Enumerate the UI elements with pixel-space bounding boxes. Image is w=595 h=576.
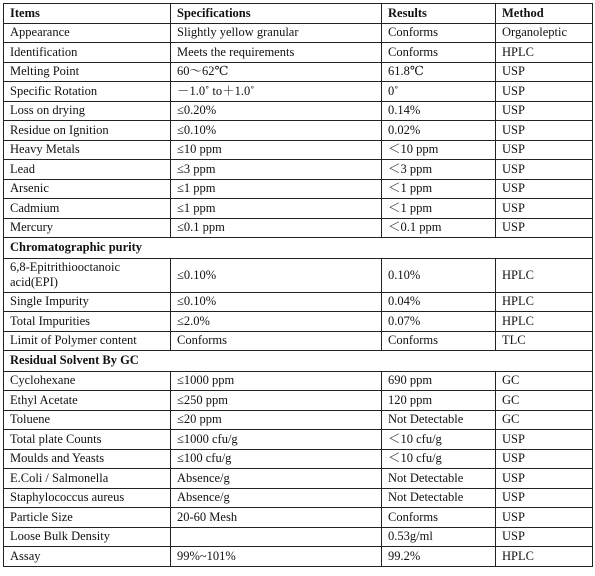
method-cell: USP <box>496 101 593 121</box>
table-row <box>4 101 593 121</box>
method-cell: USP <box>496 140 593 160</box>
table-row <box>4 508 593 528</box>
method-cell: HPLC <box>496 547 593 567</box>
specification-cell: ≤0.10% <box>171 292 382 312</box>
method-cell: HPLC <box>496 258 593 292</box>
item-cell: Melting Point <box>4 62 171 82</box>
item-cell: Specific Rotation <box>4 82 171 102</box>
method-cell: HPLC <box>496 292 593 312</box>
result-cell: 690 ppm <box>382 371 496 391</box>
table-row <box>4 140 593 160</box>
method-cell: USP <box>496 469 593 489</box>
result-cell: ＜1 ppm <box>382 199 496 219</box>
method-cell: GC <box>496 410 593 430</box>
specification-cell <box>171 527 382 547</box>
method-cell: USP <box>496 527 593 547</box>
specification-cell: ≤1000 ppm <box>171 371 382 391</box>
method-cell: HPLC <box>496 43 593 63</box>
method-cell: USP <box>496 430 593 450</box>
result-cell: Conforms <box>382 23 496 43</box>
result-cell: 0.04% <box>382 292 496 312</box>
table-row <box>4 179 593 199</box>
result-cell: Conforms <box>382 331 496 351</box>
method-cell: USP <box>496 121 593 141</box>
item-cell: Ethyl Acetate <box>4 391 171 411</box>
specification-cell: ≤0.10% <box>171 121 382 141</box>
item-cell: 6,8-Epitrithiooctanoic acid(EPI) <box>4 258 171 292</box>
specification-table <box>3 3 593 567</box>
specification-cell: ≤0.1 ppm <box>171 218 382 238</box>
item-cell: Particle Size <box>4 508 171 528</box>
table-row <box>4 488 593 508</box>
specification-cell: ≤1000 cfu/g <box>171 430 382 450</box>
specification-cell: Absence/g <box>171 469 382 489</box>
result-cell: 120 ppm <box>382 391 496 411</box>
item-cell: Arsenic <box>4 179 171 199</box>
method-cell: USP <box>496 179 593 199</box>
table-body <box>4 23 593 566</box>
item-cell: Cyclohexane <box>4 371 171 391</box>
table-row <box>4 292 593 312</box>
table-row <box>4 199 593 219</box>
result-cell: Not Detectable <box>382 410 496 430</box>
method-cell: USP <box>496 488 593 508</box>
table-row <box>4 371 593 391</box>
specification-cell: ≤20 ppm <box>171 410 382 430</box>
table-row <box>4 121 593 141</box>
item-cell: Loose Bulk Density <box>4 527 171 547</box>
table-row <box>4 547 593 567</box>
item-cell: Lead <box>4 160 171 180</box>
header-items: Items <box>4 4 171 24</box>
table-row <box>4 82 593 102</box>
specification-cell: 20-60 Mesh <box>171 508 382 528</box>
result-cell: ＜10 cfu/g <box>382 430 496 450</box>
section-heading: Residual Solvent By GC <box>4 351 593 372</box>
specification-cell: Slightly yellow granular <box>171 23 382 43</box>
method-cell: GC <box>496 391 593 411</box>
method-cell: Organoleptic <box>496 23 593 43</box>
item-cell: Loss on drying <box>4 101 171 121</box>
item-cell: E.Coli / Salmonella <box>4 469 171 489</box>
table-row <box>4 258 593 292</box>
table-row <box>4 218 593 238</box>
table-row <box>4 160 593 180</box>
result-cell: Not Detectable <box>382 488 496 508</box>
table-row <box>4 43 593 63</box>
specification-cell: ≤3 ppm <box>171 160 382 180</box>
method-cell: GC <box>496 371 593 391</box>
header-results: Results <box>382 4 496 24</box>
result-cell: 0.07% <box>382 312 496 332</box>
item-cell: Assay <box>4 547 171 567</box>
item-cell: Moulds and Yeasts <box>4 449 171 469</box>
result-cell: ＜10 ppm <box>382 140 496 160</box>
specification-cell: 99%~101% <box>171 547 382 567</box>
result-cell: ＜1 ppm <box>382 179 496 199</box>
specification-cell: Meets the requirements <box>171 43 382 63</box>
section-row <box>4 238 593 259</box>
table-row <box>4 62 593 82</box>
item-cell: Total plate Counts <box>4 430 171 450</box>
item-cell: Staphylococcus aureus <box>4 488 171 508</box>
table-row <box>4 391 593 411</box>
item-cell: Single Impurity <box>4 292 171 312</box>
header-specifications: Specifications <box>171 4 382 24</box>
specification-cell: Conforms <box>171 331 382 351</box>
specification-cell: －1.0˚ to＋1.0˚ <box>171 82 382 102</box>
table-row <box>4 410 593 430</box>
result-cell: 0.14% <box>382 101 496 121</box>
specification-cell: Absence/g <box>171 488 382 508</box>
specification-cell: ≤0.20% <box>171 101 382 121</box>
result-cell: 0.53g/ml <box>382 527 496 547</box>
header-row <box>4 4 593 24</box>
item-cell: Identification <box>4 43 171 63</box>
method-cell: USP <box>496 160 593 180</box>
specification-cell: ≤100 cfu/g <box>171 449 382 469</box>
result-cell: ＜10 cfu/g <box>382 449 496 469</box>
result-cell: 99.2% <box>382 547 496 567</box>
method-cell: USP <box>496 62 593 82</box>
item-cell: Residue on Ignition <box>4 121 171 141</box>
item-cell: Heavy Metals <box>4 140 171 160</box>
table-row <box>4 469 593 489</box>
item-cell: Toluene <box>4 410 171 430</box>
specification-cell: 60～62℃ <box>171 62 382 82</box>
specification-cell: ≤250 ppm <box>171 391 382 411</box>
result-cell: ＜0.1 ppm <box>382 218 496 238</box>
table-row <box>4 331 593 351</box>
table-row <box>4 430 593 450</box>
result-cell: 0˚ <box>382 82 496 102</box>
table-row <box>4 312 593 332</box>
method-cell: TLC <box>496 331 593 351</box>
table-row <box>4 449 593 469</box>
specification-cell: ≤2.0% <box>171 312 382 332</box>
section-row <box>4 351 593 372</box>
result-cell: 0.02% <box>382 121 496 141</box>
result-cell: Not Detectable <box>382 469 496 489</box>
specification-cell: ≤1 ppm <box>171 179 382 199</box>
table-row <box>4 527 593 547</box>
result-cell: ＜3 ppm <box>382 160 496 180</box>
result-cell: 0.10% <box>382 258 496 292</box>
method-cell: USP <box>496 82 593 102</box>
section-heading: Chromatographic purity <box>4 238 593 259</box>
specification-cell: ≤10 ppm <box>171 140 382 160</box>
header-method: Method <box>496 4 593 24</box>
method-cell: USP <box>496 508 593 528</box>
result-cell: Conforms <box>382 508 496 528</box>
method-cell: USP <box>496 449 593 469</box>
result-cell: 61.8℃ <box>382 62 496 82</box>
specification-cell: ≤1 ppm <box>171 199 382 219</box>
item-cell: Appearance <box>4 23 171 43</box>
item-cell: Total Impurities <box>4 312 171 332</box>
item-cell: Mercury <box>4 218 171 238</box>
item-cell: Limit of Polymer content <box>4 331 171 351</box>
method-cell: USP <box>496 218 593 238</box>
method-cell: HPLC <box>496 312 593 332</box>
result-cell: Conforms <box>382 43 496 63</box>
item-cell: Cadmium <box>4 199 171 219</box>
method-cell: USP <box>496 199 593 219</box>
specification-cell: ≤0.10% <box>171 258 382 292</box>
table-header <box>4 4 593 24</box>
table-row <box>4 23 593 43</box>
